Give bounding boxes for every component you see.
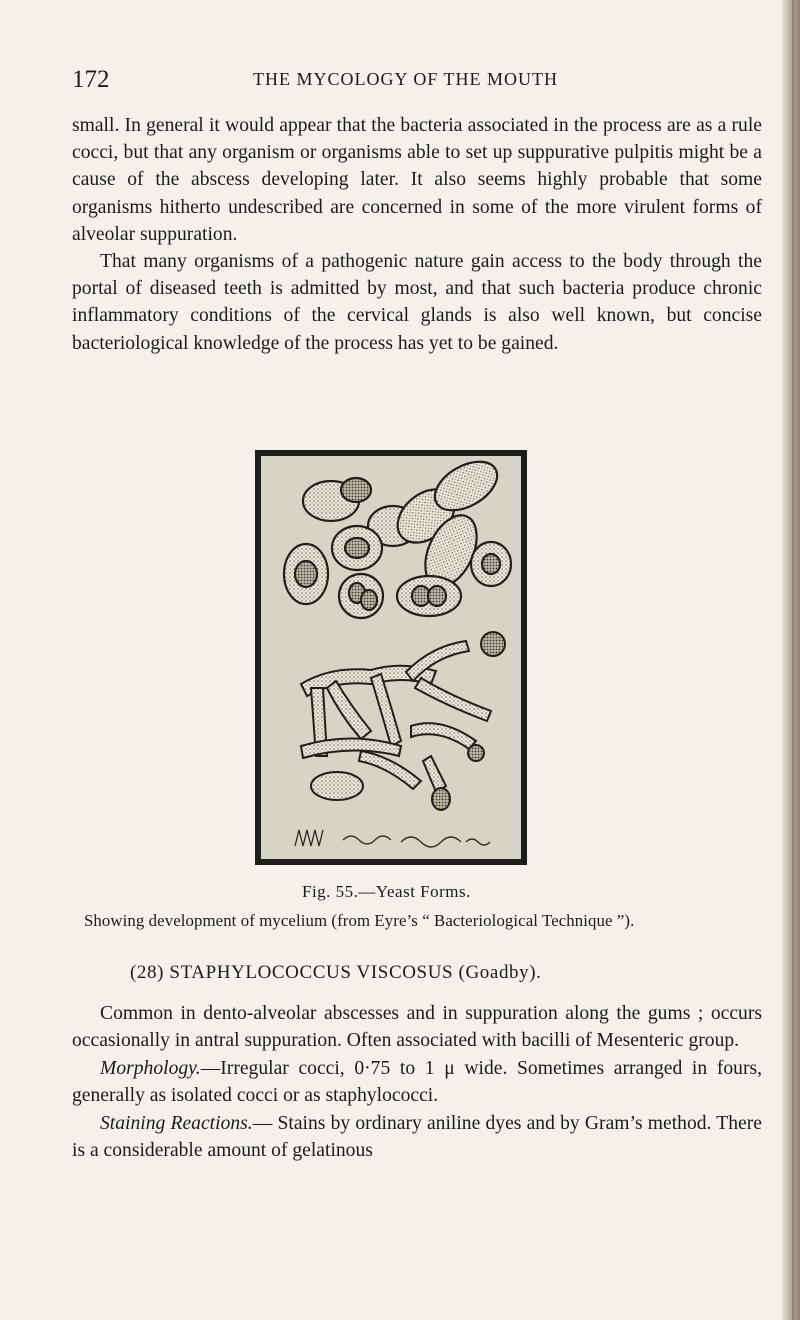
budding-cells: [284, 456, 511, 618]
staining-text: — Stains by ordinary aniline dyes and by Gram’s method. There is a considerable amount of gelatinous: [72, 1112, 762, 1162]
figure-yeast-forms: [255, 450, 527, 865]
morphology-text: —Irregular cocci, 0·75 to 1 μ wide. Sometimes arranged in fours, generally as isolated cocci or as staphylococci.: [72, 1057, 762, 1107]
morphology-label: Morphology.: [100, 1057, 201, 1079]
body-text: [72, 112, 762, 357]
paragraph-continued: small. In general it would appear that the bacteria associated in the process are as a rule cocci, but that any organism or organisms able to set up suppurative pulpitis might be a cause of the abscess developing later. It also seems highly probable that some organisms hitherto undescribed are concerned in some of the more virulent forms of alveolar suppuration.: [72, 115, 762, 245]
section-paragraph: Common in dento-alveolar abscesses and in suppuration along the gums ; occurs occasionally in antral suppuration. Often associated with bacilli of Mesenteric group.: [72, 1003, 762, 1052]
figure-caption: Showing development of mycelium (from Eyre’s “ Bacteriological Technique ”).: [84, 911, 635, 930]
figure-title: Fig. 55.—Yeast Forms.: [302, 882, 471, 901]
paragraph-pathogenic: That many organisms of a pathogenic nature gain access to the body through the portal of diseased teeth is admitted by most, and that such bacteria produce chronic inflammatory conditions of the cervical glands is also well known, but concise bacteriological knowledge of the process has yet to be gained.: [72, 251, 762, 354]
mycelium: [301, 632, 505, 810]
staining-label: Staining Reactions.: [100, 1112, 253, 1134]
page-number: 172: [72, 66, 110, 93]
morphology-paragraph: [72, 1055, 762, 1110]
section-body: [72, 1000, 762, 1164]
yeast-illustration: [261, 456, 521, 859]
engraver-signature: [295, 830, 490, 847]
section-heading: (28) STAPHYLOCOCCUS VISCOSUS (Goadby).: [130, 962, 542, 983]
page-edge: [782, 0, 800, 1320]
staining-paragraph: [72, 1110, 762, 1165]
page-edge-line: [792, 0, 794, 1320]
running-head: THE MYCOLOGY OF THE MOUTH: [253, 69, 558, 89]
figure-plate: [261, 456, 521, 859]
page-header: [72, 66, 762, 94]
